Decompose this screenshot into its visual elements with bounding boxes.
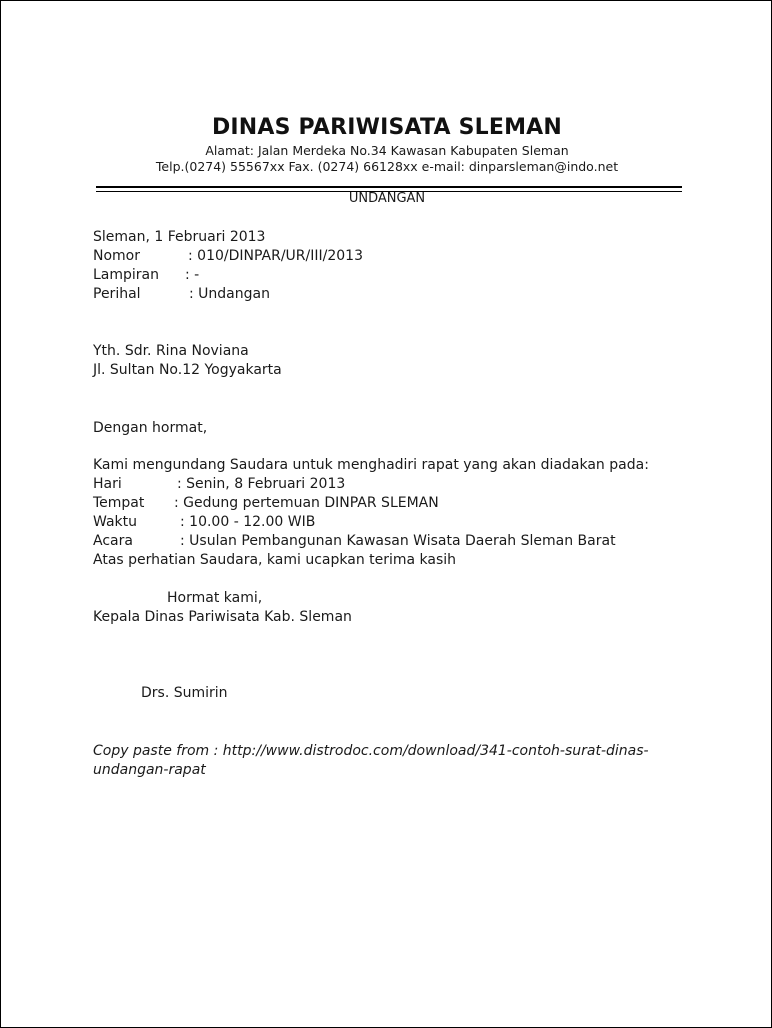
waktu-value: : 10.00 - 12.00 WIB bbox=[180, 514, 316, 530]
greeting: Dengan hormat, bbox=[93, 420, 208, 436]
lampiran-value: : - bbox=[185, 267, 200, 283]
meta-nomor-row bbox=[93, 247, 363, 266]
tempat-row bbox=[93, 494, 439, 513]
letterhead-rule-thick bbox=[96, 186, 682, 188]
signature-regards: Hormat kami, bbox=[167, 590, 263, 606]
letterhead-title: DINAS PARIWISATA SLEMAN bbox=[211, 115, 563, 140]
letterhead-address: Alamat: Jalan Merdeka No.34 Kawasan Kabupaten Sleman bbox=[205, 143, 569, 158]
acara-row bbox=[93, 532, 616, 551]
recipient-address: Jl. Sultan No.12 Yogyakarta bbox=[93, 362, 282, 378]
waktu-row bbox=[93, 513, 316, 532]
lampiran-label: Lampiran bbox=[93, 267, 160, 283]
nomor-label: Nomor bbox=[93, 248, 140, 264]
document-type: UNDANGAN bbox=[348, 191, 426, 206]
perihal-label: Perihal bbox=[93, 286, 141, 302]
perihal-value: : Undangan bbox=[189, 286, 270, 302]
source-note-line1: Copy paste from : http://www.distrodoc.com/download/341-contoh-surat-dinas- bbox=[93, 743, 649, 759]
acara-value: : Usulan Pembangunan Kawasan Wisata Daerah Sleman Barat bbox=[180, 533, 616, 549]
meta-lampiran-row bbox=[93, 266, 200, 285]
signature-position: Kepala Dinas Pariwisata Kab. Sleman bbox=[93, 609, 352, 625]
meta-perihal-row bbox=[93, 285, 270, 304]
tempat-value: : Gedung pertemuan DINPAR SLEMAN bbox=[174, 495, 439, 511]
nomor-value: : 010/DINPAR/UR/III/2013 bbox=[188, 248, 363, 264]
letterhead-contact: Telp.(0274) 55567xx Fax. (0274) 66128xx e-mail: dinparsleman@indo.net bbox=[155, 159, 619, 174]
hari-row bbox=[93, 475, 346, 494]
recipient-name: Yth. Sdr. Rina Noviana bbox=[93, 343, 249, 359]
source-note-line2: undangan-rapat bbox=[93, 762, 206, 778]
waktu-label: Waktu bbox=[93, 514, 137, 530]
tempat-label: Tempat bbox=[93, 495, 145, 511]
closing-text: Atas perhatian Saudara, kami ucapkan terima kasih bbox=[93, 552, 457, 568]
hari-label: Hari bbox=[93, 476, 122, 492]
place-date: Sleman, 1 Februari 2013 bbox=[93, 229, 266, 245]
hari-value: : Senin, 8 Februari 2013 bbox=[177, 476, 346, 492]
acara-label: Acara bbox=[93, 533, 133, 549]
intro-text: Kami mengundang Saudara untuk menghadiri rapat yang akan diadakan pada: bbox=[93, 457, 649, 473]
signature-name: Drs. Sumirin bbox=[141, 685, 228, 701]
